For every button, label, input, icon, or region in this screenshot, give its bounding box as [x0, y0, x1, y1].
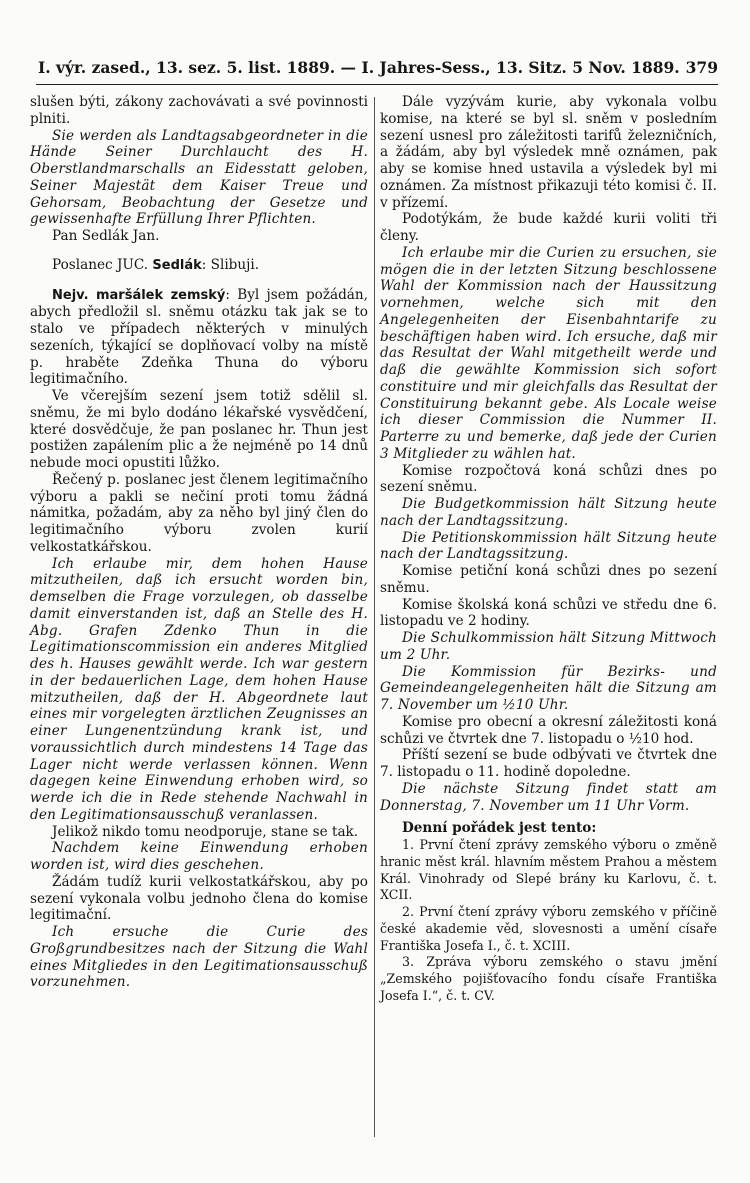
header-rule — [36, 84, 718, 85]
header-title: I. výr. zased., 13. sez. 5. list. 1889. — I. Jahres-Sess., 13. Sitz. 5 Nov. 1889. — [38, 58, 680, 77]
column-divider — [374, 97, 375, 1137]
speaker-name: Nejv. maršálek zemský — [52, 287, 226, 303]
page-number: 379 — [685, 58, 718, 77]
agenda-heading: Denní pořádek jest tento: — [402, 820, 597, 837]
spacer — [30, 245, 368, 257]
paragraph: Pan Sedlák Jan. — [52, 228, 160, 244]
paragraph-german: Die Petitionskommission hält Sitzung heute nach der Landtagssitzung. — [380, 529, 717, 563]
paragraph: Žádám tudíž kurii velkostatkářskou, aby po sezení vykonala volbu jednoho člena do komise legitimační. — [30, 873, 368, 924]
paragraph-german: Die Kommission für Bezirks- und Gemeindeangelegenheiten hält die Sitzung am 7. November um ½10 Uhr. — [380, 663, 717, 713]
paragraph: Jelikož nikdo tomu neodporuje, stane se tak. — [52, 823, 359, 840]
speaker-line — [30, 257, 368, 275]
right-column — [380, 94, 717, 1005]
paragraph-german: Ich ersuche die Curie des Großgrundbesitzes nach der Sitzung die Wahl eines Mitgliedes in den Legitimationsausschuß vorzunehmen. — [30, 924, 368, 991]
paragraph: Komise rozpočtová koná schůzi dnes po sezení sněmu. — [380, 462, 717, 496]
paragraph: Řečený p. poslanec jest členem legitimačního výboru a pakli se nečiní proti tomu žádná námitka, požadám, aby za něho byl jiný člen do legitimačního výboru zvolen kurií velkostatkářskou. — [30, 471, 368, 555]
speaker-paragraph — [30, 287, 368, 389]
paragraph: Komise pro obecní a okresní záležitosti koná schůzi ve čtvrtek dne 7. listopadu o ½10 hod. — [380, 713, 717, 747]
speech-text: : Slibuji. — [201, 256, 260, 273]
agenda-item: 1. První čtení zprávy zemského výboru o změně hranic měst král. hlavním městem Prahou a městem Král. Vinohrady od Slepé brány ku Karlovu, č. t. XCII. — [380, 837, 717, 903]
paragraph-german: Nachdem keine Einwendung erhoben worden ist, wird dies geschehen. — [30, 840, 368, 873]
paragraph-german: Die Budgetkommission hält Sitzung heute nach der Landtagssitzung. — [380, 496, 717, 529]
paragraph-german: Die Schulkommission hält Sitzung Mittwoch um 2 Uhr. — [380, 630, 717, 663]
paragraph-german: Die nächste Sitzung findet statt am Donnerstag, 7. November um 11 Uhr Vorm. — [380, 780, 717, 814]
speaker-prefix: Poslanec JUC. — [52, 256, 153, 273]
agenda-item: 3. Zpráva výboru zemského o stavu jmění „Zemského pojišťovacího fondu císaře Františka Josefa I.“, č. t. CV. — [380, 954, 717, 1003]
paragraph: Komise petiční koná schůzi dnes po sezení sněmu. — [380, 563, 717, 596]
paragraph: Komise školská koná schůzi ve středu dne 6. listopadu ve 2 hodiny. — [380, 596, 717, 630]
agenda-item: 2. První čtení zprávy výboru zemského v příčině české akademie věd, slovesnosti a umění císaře Františka Josefa I., č. t. XCIII. — [380, 904, 717, 953]
paragraph: Ve včerejším sezení jsem totiž sdělil sl. sněmu, že mi bylo dodáno lékařské vysvědčení, které dosvědčuje, že pan poslanec hr. Thun jest postižen zapálením plic a že nejméně po 14 dnů nebude moci opustiti lůžko. — [30, 388, 368, 471]
speaker-name: Sedlák — [152, 257, 202, 273]
paragraph-german: Sie werden als Landtagsabgeordneter in die Hände Seiner Durchlaucht des H. Oberstlandmarschalls an Eidesstatt geloben, Seiner Majestät dem Kaiser Treue und Gehorsam, Beobachtung der Gesetze und gewissenhafte Erfüllung Ihrer Pflichten. — [30, 127, 368, 228]
paragraph: slušen býti, zákony zachovávati a své povinnosti plniti. — [30, 94, 368, 127]
paragraph: Dále vyzývám kurie, aby vykonala volbu komise, na které se byl sl. sněm v posledním sezení usnesl pro záležitosti tarifů železničních, a žádám, aby byl výsledek mně oznámen, pak aby se komise hned ustavila a výsledek byl mi oznámen. Za místnost přikazuji této komisi č. II. v přízemí. — [380, 94, 717, 211]
left-column — [30, 94, 368, 991]
spacer — [30, 275, 368, 287]
paragraph: Podotýkám, že bude každé kurii voliti tři členy. — [380, 211, 717, 244]
paragraph-german: Ich erlaube mir, dem hohen Hause mitzutheilen, daß ich ersucht worden bin, demselben die Frage vorzulegen, ob dasselbe damit einverstanden ist, daß an Stelle des H. Abg. Grafen Zdenko Thun in die Legitimationscommission ein anderes Mitglied des h. Hauses gewählt werde. Ich war gestern in der bedauerlichen Lage, dem hohen Hause mitzutheilen, daß der H. Abgeordnete laut eines mir vorgelegten ärztlichen Zeugnisses an einer Lungenentzündung krank ist, und voraussichtlich durch mindestens 14 Tage das Lager nicht werde verlassen können. Wenn dagegen keine Einwendung erhoben wird, so werde ich die in Rede stehende Nachwahl in den Legitimationsausschuß veranlassen. — [30, 555, 368, 823]
paragraph-german: Ich erlaube mir die Curien zu ersuchen, sie mögen die in der letzten Sitzung beschlossene Wahl der Kommission nach der Haussitzung vornehmen, welche sich mit den Angelegenheiten der Eisenbahntarife zu beschäftigen haben wird. Ich ersuche, daß mir das Resultat der Wahl mitgetheilt werde und daß die gewählte Kommission sich sofort constituire und mir gleichfalls das Resultat der Constituirung bekannt gebe. Als Locale weise ich dieser Commission die Nummer II. Parterre zu und bemerke, daß jede der Curien 3 Mitglieder zu wählen hat. — [380, 244, 717, 462]
paragraph: Příští sezení se bude odbývati ve čtvrtek dne 7. listopadu o 11. hodině dopoledne. — [380, 747, 717, 780]
speech-text: : Byl jsem požádán, abych předložil sl. sněmu otázku tak jak se to stalo ve případech některých v minulých sezeních, týkající se doplňovací volby na místě p. hraběte Zdeňka Thuna do výboru legitimačního. — [30, 286, 368, 388]
running-header — [38, 58, 718, 84]
